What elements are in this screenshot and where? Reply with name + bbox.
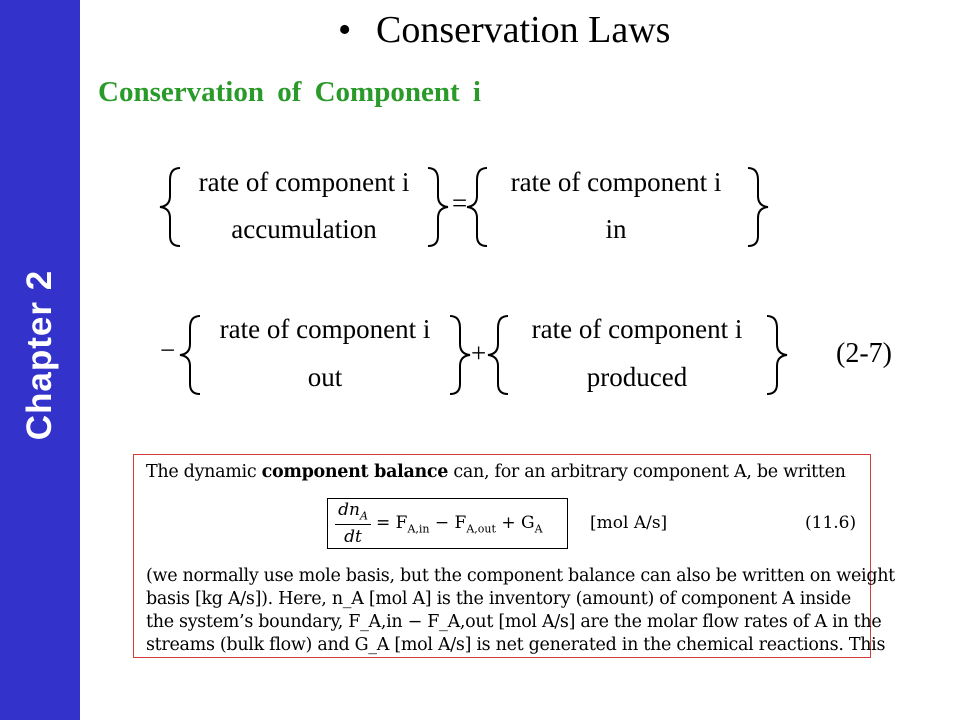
formula-units: [mol A/s] [590, 513, 668, 533]
balance-formula-rhs: = $F_{A,in} - F_{A,out} + G_A$ [376, 513, 543, 536]
chapter-label: Chapter 2 [20, 269, 59, 441]
excerpt-para-line-4: streams (bulk flow) and G_A [mol A/s] is net generated in the chemical reactions. This [146, 635, 886, 655]
term2-bottom: in [605, 214, 627, 244]
slide-title [338, 8, 670, 52]
equation-number: (2-7) [836, 338, 892, 369]
chapter-sidebar [0, 0, 80, 720]
excerpt-para-line-2: basis [kg A/s]). Here, n_A [mol A] is the inventory (amount) of component A inside [146, 589, 851, 609]
excerpt-intro-line: The dynamic component balance can, for an arbitrary component A, be written [146, 462, 846, 482]
term1-bottom: accumulation [231, 214, 377, 244]
section-subtitle: Conservation of Component i [98, 76, 481, 108]
term4-bottom: produced [586, 362, 688, 392]
excerpt-para-line-3: the system’s boundary, F_A,in − F_A,out [mol A/s] are the molar flow rates of A in the [146, 612, 882, 632]
derivative-fraction: $dn_A$ dt [335, 500, 371, 547]
excerpt-para-line-1: (we normally use mole basis, but the component balance can also be written on weight [146, 566, 895, 586]
term2-top: rate of component i [510, 167, 722, 197]
plus-sign: + [471, 338, 487, 368]
title-bullet: • [338, 9, 352, 51]
term3-bottom: out [307, 362, 343, 392]
term4-top: rate of component i [531, 314, 743, 344]
term1-top: rate of component i [198, 167, 410, 197]
title-text: Conservation Laws [376, 9, 671, 51]
term3-top: rate of component i [219, 314, 431, 344]
component-balance-term: component balance [261, 462, 449, 482]
book-equation-number: (11.6) [805, 513, 857, 533]
minus-sign: − [160, 335, 176, 365]
equals-sign: = [452, 188, 468, 218]
